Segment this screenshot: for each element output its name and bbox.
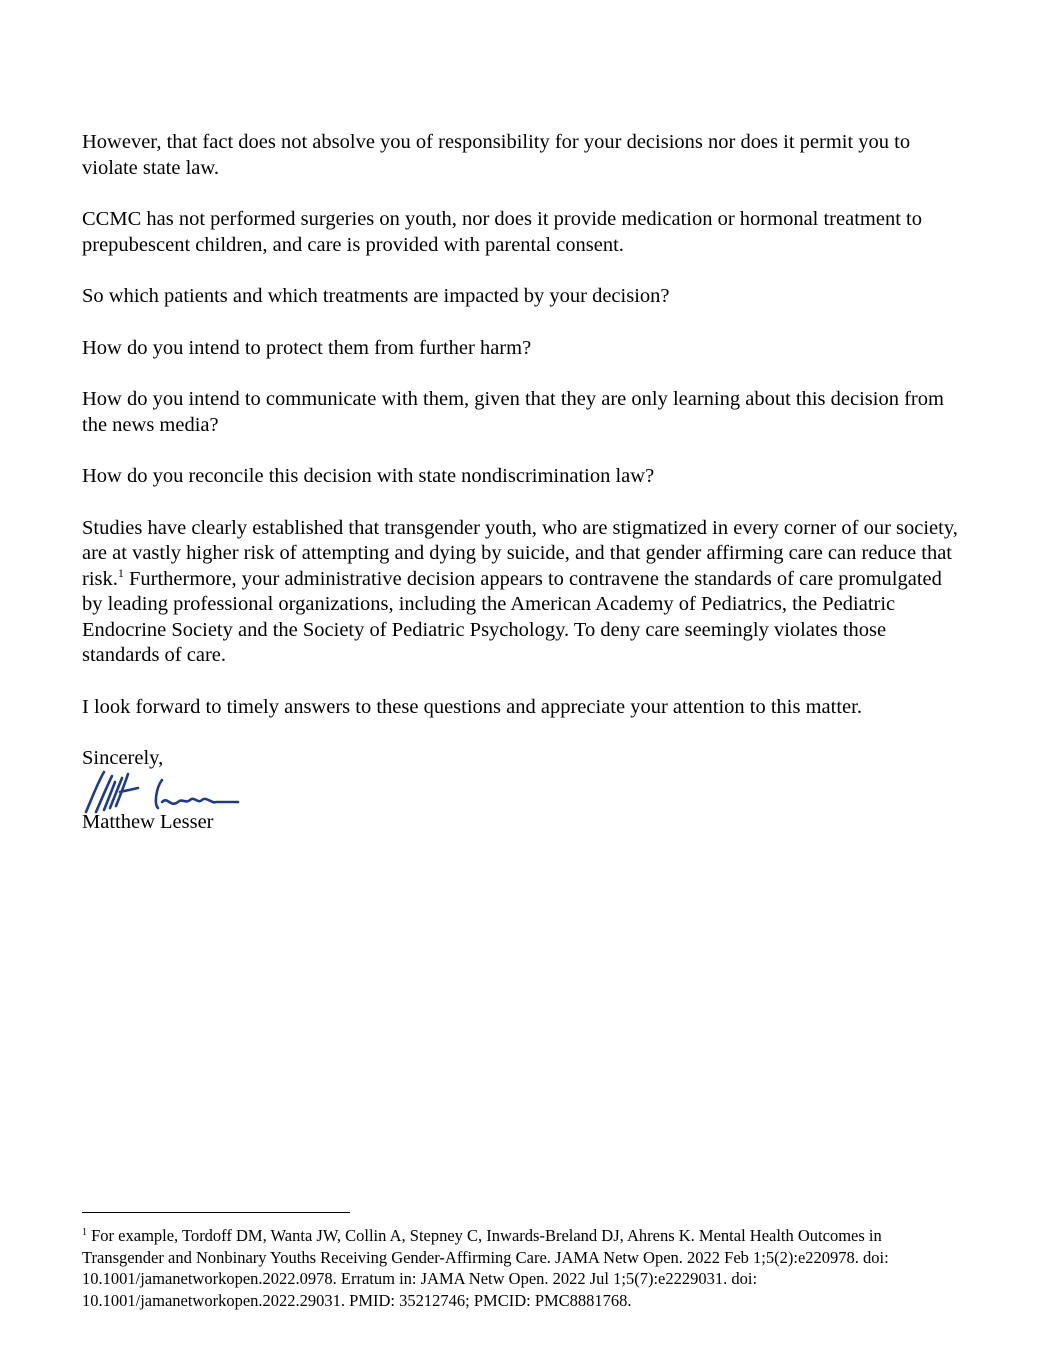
question-protect: How do you intend to protect them from further harm? xyxy=(82,336,532,359)
paragraph-ccmc-care: CCMC has not performed surgeries on youth, nor does it provide medication or hormonal treatment to prepubescent children, and care is provided with parental consent. xyxy=(82,208,922,256)
signature-block xyxy=(82,746,962,856)
question-nondiscrimination: How do you reconcile this decision with state nondiscrimination law? xyxy=(82,465,655,487)
signer-name: Matthew Lesser xyxy=(82,811,214,833)
footnote-mark: 1 xyxy=(82,1227,87,1238)
paragraph-closing-remark: I look forward to timely answers to these questions and appreciate your attention to this matter. xyxy=(82,695,862,718)
footnote-citation xyxy=(82,1225,962,1311)
paragraph-studies xyxy=(82,516,962,669)
closing-salutation: Sincerely, xyxy=(82,747,164,769)
studies-text-b: Furthermore, your administrative decision appears to contravene the standards of care promulgated by leading professional organizations, including the American Academy of Pediatrics, the Pediatric Endocrine Society and the Society of Pediatric Psychology. To deny care seemingly violates those standards of care. xyxy=(82,567,942,666)
footnote-divider xyxy=(82,1212,350,1213)
question-communicate: How do you intend to communicate with them, given that they are only learning about this decision from the news media? xyxy=(82,388,944,436)
studies-text-a: Studies have clearly established that transgender youth, who are stigmatized in every corner of our society, are at vastly higher risk of attempting and dying by suicide, and that gender affirming care can reduce that risk. xyxy=(82,516,958,590)
footnote-reference[interactable]: 1 xyxy=(117,565,124,580)
footnote-text: For example, Tordoff DM, Wanta JW, Collin A, Stepney C, Inwards-Breland DJ, Ahrens K. Mental Health Outcomes in Transgender and Nonbinary Youths Receiving Gender-Affirming Care. JAMA Netw Open. 2022 Feb 1;5(2):e220978. doi: 10.1001/jamanetworkopen.2022.0978. Erratum in: JAMA Netw Open. 2022 Jul 1;5(7):e2229031. doi: 10.1001/jamanetworkopen.2022.29031. PMID: 35212746; PMCID: PMC8881768. xyxy=(82,1226,889,1310)
question-which-patients: So which patients and which treatments are impacted by your decision? xyxy=(82,285,670,307)
letter-body xyxy=(82,130,962,856)
paragraph-responsibility: However, that fact does not absolve you of responsibility for your decisions nor does it permit you to violate state law. xyxy=(82,131,911,179)
